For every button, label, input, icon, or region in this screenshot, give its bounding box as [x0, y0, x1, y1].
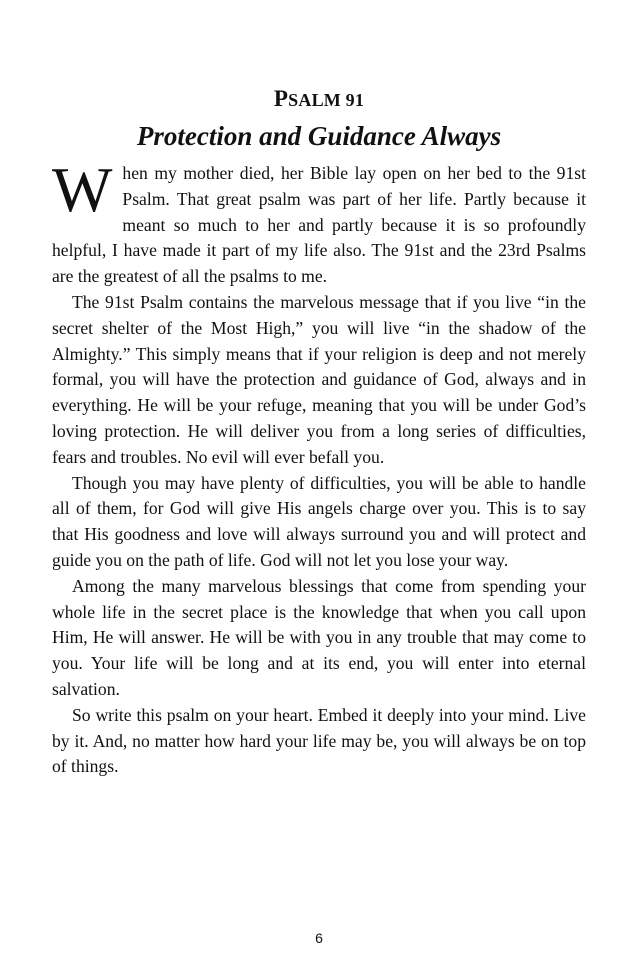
paragraph-4: Among the many marvelous blessings that come from spending your whole life in the secret place is the knowledge that when you call upon Him, He will answer. He will be with you in any trouble that may come to you. Your life will be long and at its end, you will enter into eternal salvation.	[52, 575, 586, 699]
page-number: 6	[315, 930, 323, 946]
paragraph-1-text: hen my mother died, her Bible lay open on her bed to the 91st Psalm. That great psalm was part of her life. Partly because it meant so much to her and partly because it is so profoundly helpful, I have made it part of my life also. The 91st and the 23rd Psalms are the greatest of all the psalms to me.	[52, 163, 586, 287]
drop-cap: W	[52, 154, 113, 225]
paragraph-3: Though you may have plenty of difficulties, you will be able to handle all of them, for God will give His angels charge over you. This is to say that His goodness and love will always surround you and will protect and guide you on the path of life. God will not let you lose your way.	[52, 472, 586, 570]
page-content	[52, 84, 586, 780]
paragraph-2: The 91st Psalm contains the marvelous message that if you live “in the secret shelter of the Most High,” you will live “in the shadow of the Almighty.” This simply means that if your religion is deep and not merely formal, you will have the protection and guidance of God, always and in everything. He will be your refuge, meaning that you will be under God’s loving protection. He will deliver you from a long series of difficulties, fears and troubles. No evil will ever befall you.	[52, 291, 586, 467]
page-title	[52, 84, 586, 115]
title-rest: SALM 91	[288, 90, 365, 110]
title-initial: P	[273, 86, 289, 111]
page-subtitle: Protection and Guidance Always	[136, 121, 502, 151]
paragraph-1	[52, 154, 586, 290]
paragraph-5: So write this psalm on your heart. Embed it deeply into your mind. Live by it. And, no matter how hard your life may be, you will always be on top of things.	[52, 704, 586, 777]
